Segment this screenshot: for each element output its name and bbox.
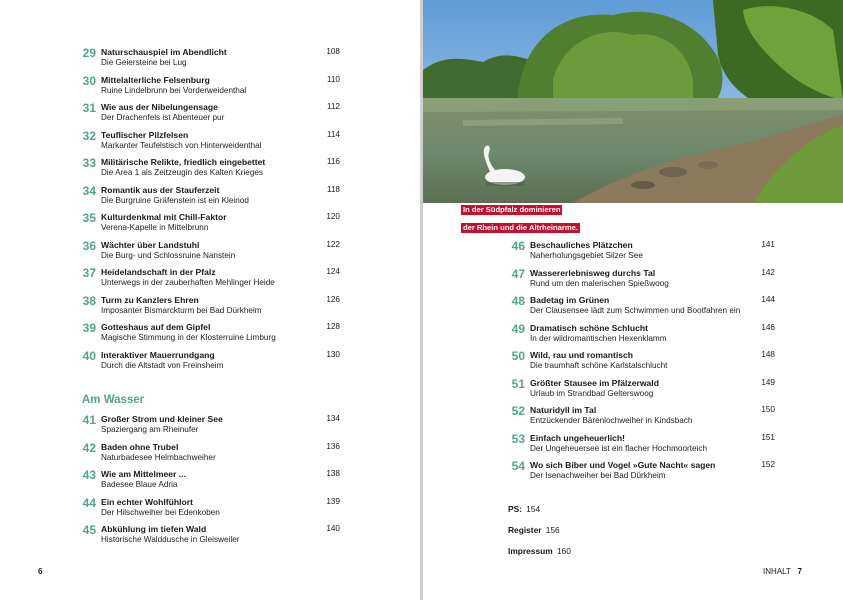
entry-subtitle: Der Hilschweiher bei Edenkoben <box>101 507 220 517</box>
entry-number: 49 <box>511 321 525 336</box>
entry-page-number: 149 <box>761 377 775 387</box>
appendix-label: PS: <box>508 504 522 514</box>
entry-number: 53 <box>511 431 525 446</box>
entry-page-number: 124 <box>326 267 340 276</box>
toc-entry[interactable] <box>503 432 773 460</box>
entry-title: Interaktiver Mauerrundgang <box>101 349 215 360</box>
entry-number: 33 <box>82 156 96 170</box>
entry-number: 46 <box>511 239 525 253</box>
entry-number: 38 <box>82 293 96 308</box>
entry-title: Wassererlebnisweg durchs Tal <box>530 267 656 278</box>
entry-page-number: 116 <box>326 157 340 166</box>
toc-entry[interactable] <box>74 156 344 184</box>
entry-number: 51 <box>511 376 525 391</box>
toc-entry[interactable] <box>74 101 344 129</box>
photo-caption <box>461 199 580 235</box>
toc-entry[interactable] <box>503 239 773 267</box>
toc-entry[interactable] <box>74 523 344 551</box>
entry-page-number: 146 <box>761 322 775 332</box>
entry-title: Einfach ungeheuerlich! <box>530 432 626 443</box>
appendix-list <box>508 504 571 567</box>
entry-number: 39 <box>82 321 96 335</box>
entry-number: 50 <box>511 349 525 363</box>
entry-title: Großer Strom und kleiner See <box>101 414 223 424</box>
entry-title: Militärische Relikte, friedlich eingebettet <box>101 157 266 167</box>
entry-title: Teuflischer Pilzfelsen <box>101 129 189 140</box>
entry-page-number: 122 <box>326 239 340 249</box>
entry-subtitle: In der wildromantischen Hexenklamm <box>530 333 667 343</box>
toc-entry[interactable] <box>74 46 344 74</box>
entry-number: 41 <box>82 413 96 427</box>
entry-title: Wo sich Biber und Vogel »Gute Nacht« sagen <box>530 460 716 470</box>
entry-subtitle: Naherholungsgebiet Silzer See <box>530 251 643 260</box>
toc-entry[interactable] <box>74 413 344 441</box>
entry-page-number: 139 <box>326 496 340 506</box>
entry-page-number: 126 <box>326 294 340 304</box>
entry-subtitle: Der Drachenfels ist Abenteuer pur <box>101 113 225 122</box>
entry-page-number: 120 <box>326 212 340 221</box>
entry-page-number: 148 <box>761 350 775 359</box>
page-footer-right <box>763 567 802 576</box>
entry-title: Naturschauspiel im Abendlicht <box>101 47 227 57</box>
toc-entry[interactable] <box>74 74 344 102</box>
toc-entry[interactable] <box>74 211 344 239</box>
entry-page-number: 110 <box>326 74 340 84</box>
toc-entry[interactable] <box>74 496 344 524</box>
entry-subtitle: Die Geiersteine bei Lug <box>101 58 187 67</box>
entry-title: Romantik aus der Stauferzeit <box>101 184 220 195</box>
toc-entry[interactable] <box>74 349 344 377</box>
toc-entry[interactable] <box>503 322 773 350</box>
entry-subtitle: Magische Stimmung in der Klosterruine Limburg <box>101 333 276 342</box>
entry-title: Gotteshaus auf dem Gipfel <box>101 322 211 332</box>
entry-page-number: 118 <box>326 184 340 194</box>
entry-number: 54 <box>511 459 525 473</box>
right-page <box>423 0 843 600</box>
entry-subtitle: Historische Walddusche in Gleisweiler <box>101 535 240 544</box>
left-page <box>0 0 420 600</box>
entry-subtitle: Der Clausensee lädt zum Schwimmen und Bootfahren ein <box>530 306 741 315</box>
toc-entry[interactable] <box>74 321 344 349</box>
page-number-right: 7 <box>797 567 802 576</box>
entry-number: 35 <box>82 211 96 225</box>
appendix-page-number: 154 <box>526 504 541 514</box>
entry-number: 32 <box>82 128 96 143</box>
appendix-page-number: 160 <box>556 546 571 556</box>
toc-entry[interactable] <box>503 267 773 295</box>
entry-title: Turm zu Kanzlers Ehren <box>101 294 199 305</box>
entry-page-number: 108 <box>326 47 340 56</box>
entry-page-number: 140 <box>326 524 340 533</box>
entry-number: 37 <box>82 266 96 280</box>
page-number-left: 6 <box>38 567 43 576</box>
entry-subtitle: Rund um den malerischen Spießwoog <box>530 278 669 288</box>
entry-number: 52 <box>511 404 525 418</box>
entry-page-number: 138 <box>326 469 340 478</box>
entry-title: Badetag im Grünen <box>530 295 610 305</box>
appendix-entry[interactable] <box>508 504 571 525</box>
entry-title: Baden ohne Trubel <box>101 441 179 452</box>
entry-subtitle: Der Ungeheuersee ist ein flacher Hochmoorteich <box>530 443 708 453</box>
toc-entry[interactable] <box>74 468 344 496</box>
entry-subtitle: Markanter Teufelstisch von Hinterweidenthal <box>101 140 262 150</box>
entry-page-number: 114 <box>326 129 340 139</box>
footer-label: INHALT <box>763 567 791 576</box>
entry-subtitle: Durch die Altstadt von Freinsheim <box>101 360 224 370</box>
toc-entry[interactable] <box>503 294 773 322</box>
entry-page-number: 151 <box>761 432 775 442</box>
toc-entry[interactable] <box>503 459 773 487</box>
entry-number: 48 <box>511 294 525 308</box>
entry-page-number: 142 <box>761 267 775 277</box>
appendix-entry[interactable] <box>508 525 571 546</box>
toc-list-right <box>503 239 773 487</box>
entry-subtitle: Der Isenachweiher bei Bad Dürkheim <box>530 471 666 480</box>
entry-subtitle: Badesee Blaue Adria <box>101 480 178 489</box>
entry-page-number: 152 <box>761 460 775 469</box>
entry-page-number: 150 <box>761 405 775 414</box>
entry-number: 47 <box>511 266 525 281</box>
toc-entry[interactable] <box>74 441 344 469</box>
entry-title: Wie aus der Nibelungensage <box>101 102 218 112</box>
entry-title: Abkühlung im tiefen Wald <box>101 524 207 534</box>
toc-entry[interactable] <box>74 239 344 267</box>
appendix-page-number: 156 <box>545 525 560 535</box>
appendix-entry[interactable] <box>508 546 571 567</box>
entry-subtitle: Imposanter Bismarckturm bei Bad Dürkheim <box>101 305 262 315</box>
toc-entry[interactable] <box>503 404 773 432</box>
entry-subtitle: Verena-Kapelle in Mittelbrunn <box>101 223 209 232</box>
entry-subtitle: Ruine Lindelbrunn bei Vorderweidenthal <box>101 85 247 95</box>
entry-subtitle: Naturbadesee Helmbachweiher <box>101 452 216 462</box>
appendix-label: Register <box>508 525 542 535</box>
entry-subtitle: Urlaub im Strandbad Gelterswoog <box>530 388 654 398</box>
toc-entry[interactable] <box>503 349 773 377</box>
toc-entry[interactable] <box>74 294 344 322</box>
appendix-label: Impressum <box>508 546 553 556</box>
toc-entry[interactable] <box>74 129 344 157</box>
entry-number: 31 <box>82 101 96 115</box>
section-heading: Am Wasser <box>82 394 145 406</box>
entry-title: Wächter über Landstuhl <box>101 239 200 250</box>
entry-title: Wie am Mittelmeer ... <box>101 469 186 479</box>
entry-page-number: 144 <box>761 295 775 304</box>
toc-entry[interactable] <box>74 184 344 212</box>
entry-number: 45 <box>82 523 96 537</box>
entry-subtitle: Spaziergang am Rheinufer <box>101 425 199 434</box>
entry-number: 43 <box>82 468 96 482</box>
toc-entry[interactable] <box>503 377 773 405</box>
entry-title: Mittelalterliche Felsenburg <box>101 74 210 85</box>
entry-title: Heidelandschaft in der Pfalz <box>101 267 216 277</box>
entry-page-number: 112 <box>326 102 340 111</box>
caption-line: der Rhein und die Altrheinarme. <box>463 223 578 232</box>
entry-page-number: 136 <box>326 441 340 451</box>
entry-number: 34 <box>82 183 96 198</box>
entry-subtitle: Entzückender Bärenlochweiher in Kindsbach <box>530 416 693 425</box>
entry-number: 44 <box>82 495 96 510</box>
photo-river-swan <box>423 0 843 203</box>
entry-subtitle: Die Burg- und Schlossruine Nanstein <box>101 250 236 260</box>
entry-page-number: 134 <box>326 414 340 423</box>
entry-title: Größter Stausee im Pfälzerwald <box>530 377 659 388</box>
entry-number: 36 <box>82 238 96 253</box>
entry-subtitle: Die Area 1 als Zeitzeugin des Kalten Krieges <box>101 168 264 177</box>
entry-subtitle: Die traumhaft schöne Karlstalschlucht <box>530 361 668 370</box>
entry-number: 42 <box>82 440 96 455</box>
entry-title: Kulturdenkmal mit Chill-Faktor <box>101 212 227 222</box>
entry-number: 30 <box>82 73 96 88</box>
entry-number: 29 <box>82 46 96 60</box>
entry-title: Dramatisch schöne Schlucht <box>530 322 648 333</box>
entry-page-number: 130 <box>326 349 340 359</box>
entry-title: Wild, rau und romantisch <box>530 350 634 360</box>
entry-number: 40 <box>82 348 96 363</box>
entry-subtitle: Die Burgruine Gräfenstein ist ein Kleinod <box>101 195 249 205</box>
entry-subtitle: Unterwegs in der zauberhaften Mehlinger Heide <box>101 278 275 287</box>
toc-list-left <box>74 46 344 376</box>
entry-title: Beschauliches Plätzchen <box>530 240 633 250</box>
toc-entry[interactable] <box>74 266 344 294</box>
entry-title: Ein echter Wohlfühlort <box>101 496 193 507</box>
toc-list-section <box>74 413 344 551</box>
entry-page-number: 128 <box>326 322 340 331</box>
entry-title: Naturidyll im Tal <box>530 405 597 415</box>
caption-line: In der Südpfalz dominieren <box>463 205 561 214</box>
entry-page-number: 141 <box>761 240 775 249</box>
